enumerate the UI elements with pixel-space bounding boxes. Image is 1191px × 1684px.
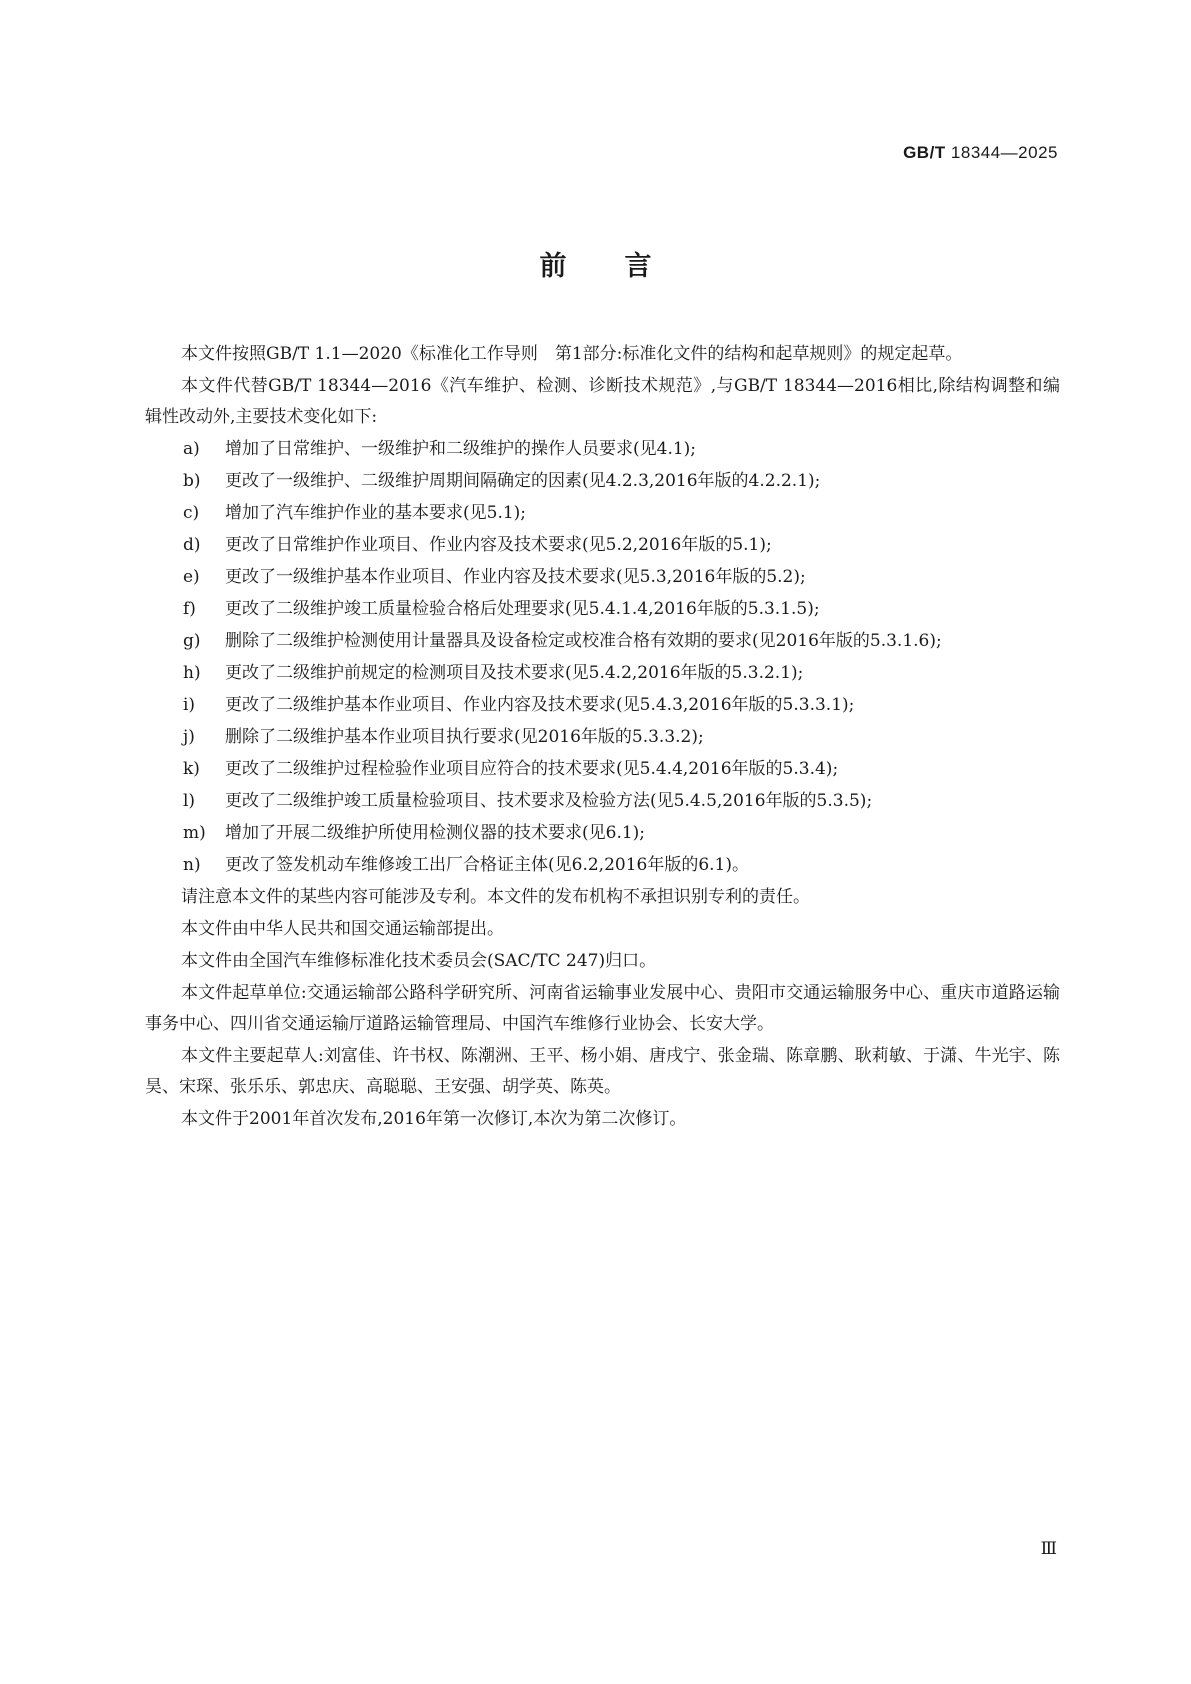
- list-marker: a): [183, 439, 200, 459]
- foreword-body: [145, 339, 1060, 1136]
- standard-number: 18344—2025: [950, 143, 1058, 162]
- list-item-text: 更改了二级维护前规定的检测项目及技术要求(见5.4.2,2016年版的5.3.2.1);: [225, 663, 804, 683]
- standard-prefix: GB/T: [903, 143, 946, 162]
- list-item: [145, 754, 1060, 785]
- list-marker: k): [183, 759, 200, 779]
- list-item-text: 更改了一级维护基本作业项目、作业内容及技术要求(见5.3,2016年版的5.2);: [225, 567, 806, 587]
- list-item-text: 增加了日常维护、一级维护和二级维护的操作人员要求(见4.1);: [225, 439, 697, 459]
- list-item: [145, 722, 1060, 753]
- intro-paragraph: 本文件代替GB/T 18344—2016《汽车维护、检测、诊断技术规范》,与GB/T 18344—2016相比,除结构调整和编辑性改动外,主要技术变化如下:: [145, 376, 1060, 427]
- list-item: [145, 562, 1060, 593]
- page-title: [0, 244, 1191, 283]
- list-item: [145, 658, 1060, 689]
- list-item-text: 删除了二级维护检测使用计量器具及设备检定或校准合格有效期的要求(见2016年版的5.3.1.6);: [225, 631, 942, 651]
- list-item: [145, 786, 1060, 817]
- list-item-text: 更改了日常维护作业项目、作业内容及技术要求(见5.2,2016年版的5.1);: [225, 535, 772, 555]
- title-char-2: 言: [624, 251, 652, 282]
- list-item-text: 更改了二级维护竣工质量检验合格后处理要求(见5.4.1.4,2016年版的5.3.1.5);: [225, 599, 820, 619]
- intro-paragraph: 本文件按照GB/T 1.1—2020《标准化工作导则 第1部分:标准化文件的结构和起草规则》的规定起草。: [181, 344, 963, 364]
- list-marker: n): [183, 855, 201, 875]
- list-item: [145, 530, 1060, 561]
- list-item: [145, 498, 1060, 529]
- list-item: [145, 690, 1060, 721]
- title-char-1: 前: [539, 251, 567, 282]
- list-item: [145, 626, 1060, 657]
- list-marker: g): [183, 631, 201, 651]
- list-item-text: 更改了二级维护过程检验作业项目应符合的技术要求(见5.4.4,2016年版的5.3.4);: [225, 759, 839, 779]
- list-marker: b): [183, 471, 201, 491]
- list-item-text: 增加了开展二级维护所使用检测仪器的技术要求(见6.1);: [225, 823, 646, 843]
- list-item: [145, 434, 1060, 465]
- list-item-text: 增加了汽车维护作业的基本要求(见5.1);: [225, 503, 527, 523]
- page-number: Ⅲ: [1040, 1539, 1057, 1558]
- list-marker: c): [183, 503, 200, 523]
- list-marker: l): [183, 791, 196, 811]
- list-marker: d): [183, 535, 201, 555]
- list-marker: m): [183, 823, 206, 843]
- list-item: [145, 850, 1060, 881]
- list-item-text: 删除了二级维护基本作业项目执行要求(见2016年版的5.3.3.2);: [225, 727, 704, 747]
- list-marker: f): [183, 599, 196, 619]
- list-item-text: 更改了二级维护竣工质量检验项目、技术要求及检验方法(见5.4.5,2016年版的5.3.5);: [225, 791, 873, 811]
- closing-paragraph: 本文件于2001年首次发布,2016年第一次修订,本次为第二次修订。: [181, 1109, 687, 1129]
- closing-paragraph: 本文件主要起草人:刘富佳、许书权、陈潮洲、王平、杨小娟、唐戌宁、张金瑞、陈章鹏、耿莉敏、于潇、牛光宇、陈昊、宋琛、张乐乐、郭忠庆、高聪聪、王安强、胡学英、陈英。: [145, 1046, 1060, 1097]
- list-marker: i): [183, 695, 196, 715]
- list-item: [145, 818, 1060, 849]
- list-marker: j): [183, 727, 195, 747]
- list-marker: h): [183, 663, 201, 683]
- list-marker: e): [183, 567, 200, 587]
- list-item-text: 更改了签发机动车维修竣工出厂合格证主体(见6.2,2016年版的6.1)。: [225, 855, 750, 875]
- changes-list: [145, 434, 1060, 881]
- list-item-text: 更改了一级维护、二级维护周期间隔确定的因素(见4.2.3,2016年版的4.2.2.1);: [225, 471, 821, 491]
- closing-paragraph: 本文件由中华人民共和国交通运输部提出。: [181, 919, 504, 939]
- standard-identifier: [903, 143, 1058, 163]
- list-item: [145, 466, 1060, 497]
- closing-paragraph: 本文件起草单位:交通运输部公路科学研究所、河南省运输事业发展中心、贵阳市交通运输服务中心、重庆市道路运输事务中心、四川省交通运输厅道路运输管理局、中国汽车维修行业协会、长安大学。: [145, 983, 1060, 1034]
- closing-paragraph: 请注意本文件的某些内容可能涉及专利。本文件的发布机构不承担识别专利的责任。: [181, 887, 810, 907]
- closing-paragraph: 本文件由全国汽车维修标准化技术委员会(SAC/TC 247)归口。: [181, 951, 657, 971]
- list-item-text: 更改了二级维护基本作业项目、作业内容及技术要求(见5.4.3,2016年版的5.3.3.1);: [225, 695, 855, 715]
- list-item: [145, 594, 1060, 625]
